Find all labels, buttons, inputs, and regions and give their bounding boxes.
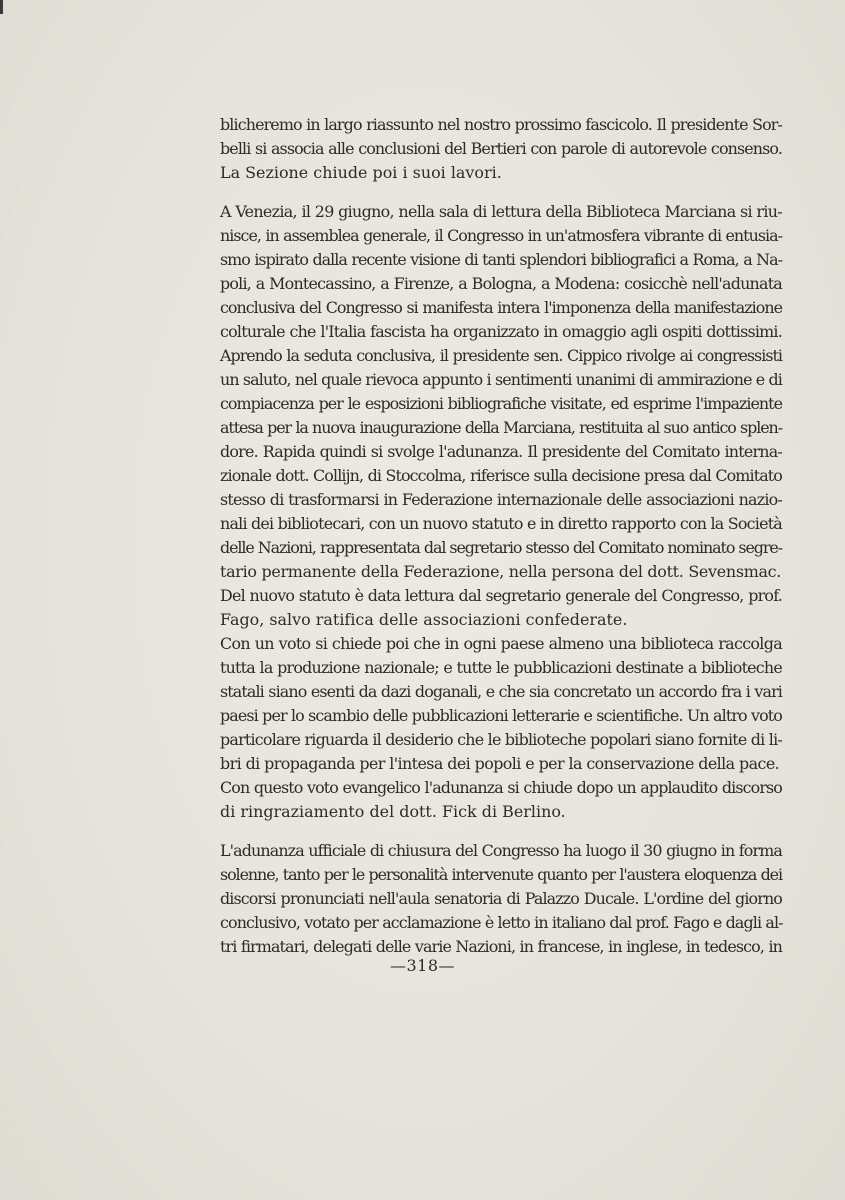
paragraph-1 <box>220 113 782 185</box>
text-line: bri di propaganda per l'intesa dei popoli e per la conservazione della pace. <box>220 754 780 773</box>
text-line: compiacenza per le esposizioni bibliografiche visitate, ed esprime l'impaziente <box>220 394 782 413</box>
text-line: Aprendo la seduta conclusiva, il presidente sen. Cippico rivolge ai congressisti <box>220 346 782 365</box>
text-line: Del nuovo statuto è data lettura dal segretario generale del Congresso, prof. <box>220 586 782 605</box>
text-line: di ringraziamento del dott. Fick di Berlino. <box>220 802 566 821</box>
text-line: tri firmatari, delegati delle varie Nazioni, in francese, in inglese, in tedesco, in <box>220 937 782 956</box>
text-line: poli, a Montecassino, a Firenze, a Bologna, a Modena: cosicchè nell'adunata <box>220 274 782 293</box>
text-line: nali dei bibliotecari, con un nuovo statuto e in diretto rapporto con la Società <box>220 514 782 533</box>
text-line: stesso di trasformarsi in Federazione internazionale delle associazioni nazio- <box>220 490 782 509</box>
text-line: discorsi pronunciati nell'aula senatoria di Palazzo Ducale. L'ordine del giorno <box>220 889 782 908</box>
text-line: belli si associa alle conclusioni del Bertieri con parole di autorevole consenso. <box>220 139 782 158</box>
text-line: conclusiva del Congresso si manifesta intera l'imponenza della manifestazione <box>220 298 782 317</box>
text-line: zionale dott. Collijn, di Stoccolma, riferisce sulla decisione presa dal Comitato <box>220 466 782 485</box>
text-line: colturale che l'Italia fascista ha organizzato in omaggio agli ospiti dottissimi. <box>220 322 782 341</box>
scan-edge-mark <box>0 0 3 14</box>
text-line: paesi per lo scambio delle pubblicazioni letterarie e scientifiche. Un altro voto <box>220 706 782 725</box>
paragraph-gap <box>220 824 782 839</box>
paragraph-6 <box>220 839 782 959</box>
text-line: Fago, salvo ratifica delle associazioni confederate. <box>220 610 628 629</box>
text-line: blicheremo in largo riassunto nel nostro prossimo fascicolo. Il presidente Sor- <box>220 115 782 134</box>
text-line: L'adunanza ufficiale di chiusura del Congresso ha luogo il 30 giugno in forma <box>220 841 782 860</box>
text-line: attesa per la nuova inaugurazione della Marciana, restituita al suo antico splen- <box>220 418 782 437</box>
text-line: tutta la produzione nazionale; e tutte le pubblicazioni destinate a biblioteche <box>220 658 782 677</box>
text-line: statali siano esenti da dazi doganali, e che sia concretato un accordo fra i vari <box>220 682 782 701</box>
text-line: A Venezia, il 29 giugno, nella sala di lettura della Biblioteca Marciana si riu- <box>220 202 782 221</box>
text-line: un saluto, nel quale rievoca appunto i sentimenti unanimi di ammirazione e di <box>220 370 782 389</box>
paragraph-3 <box>220 584 782 632</box>
text-line: nisce, in assemblea generale, il Congresso in un'atmosfera vibrante di entusia- <box>220 226 782 245</box>
text-line: particolare riguarda il desiderio che le biblioteche popolari siano fornite di li- <box>220 730 782 749</box>
paragraph-2 <box>220 200 782 584</box>
paragraph-4 <box>220 632 782 776</box>
text-line: Con un voto si chiede poi che in ogni paese almeno una biblioteca raccolga <box>220 634 782 653</box>
paragraph-5 <box>220 776 782 824</box>
page-number: —318— <box>389 956 456 975</box>
text-line: solenne, tanto per le personalità intervenute quanto per l'austera eloquenza dei <box>220 865 782 884</box>
text-line: conclusivo, votato per acclamazione è letto in italiano dal prof. Fago e dagli al- <box>220 913 783 932</box>
body-text <box>220 113 782 959</box>
paragraph-gap <box>220 185 782 200</box>
text-line: tario permanente della Federazione, nella persona del dott. Sevensmac. <box>220 562 782 581</box>
text-line: delle Nazioni, rappresentata dal segretario stesso del Comitato nominato segre- <box>220 538 782 557</box>
text-line: Con questo voto evangelico l'adunanza si chiude dopo un applaudito discorso <box>220 778 782 797</box>
text-line: smo ispirato dalla recente visione di tanti splendori bibliografici a Roma, a Na- <box>220 250 782 269</box>
text-line: dore. Rapida quindi si svolge l'adunanza. Il presidente del Comitato interna- <box>220 442 782 461</box>
text-line: La Sezione chiude poi i suoi lavori. <box>220 163 502 182</box>
